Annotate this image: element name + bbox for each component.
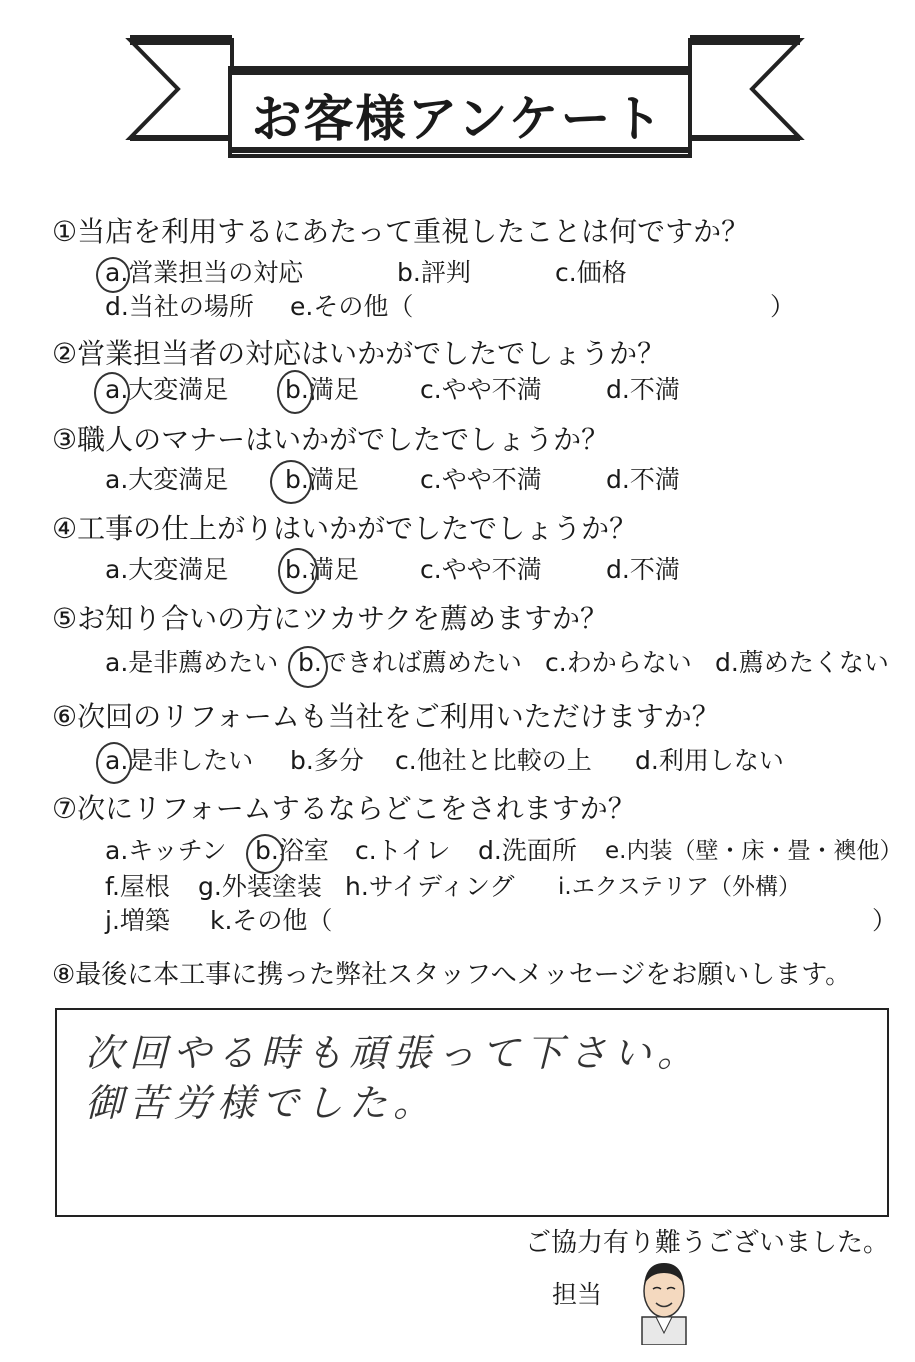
q3-selection-mark-b: [270, 460, 312, 504]
q5-option-d[interactable]: d.薦めたくない: [715, 648, 889, 677]
question-8: ⑧最後に本工事に携った弊社スタッフへメッセージをお願いします。: [52, 960, 852, 990]
q7-option-k[interactable]: k.その他（: [210, 906, 333, 935]
closing-text: ご協力有り難うございました。: [525, 1228, 890, 1258]
message-line-1: 次回やる時も頑張って下さい。: [85, 1031, 702, 1075]
question-5: ⑤お知り合いの方にツカサクを薦めますか？: [52, 602, 608, 635]
q1-option-e-close: ）: [770, 292, 796, 321]
q5-option-b[interactable]: b.できれば薦めたい: [298, 648, 522, 677]
q1-option-d[interactable]: d.当社の場所: [105, 292, 254, 321]
q1-option-a[interactable]: a.営業担当の対応: [105, 258, 304, 287]
q3-option-d[interactable]: d.不満: [606, 465, 680, 494]
q7-selection-mark-b: [246, 834, 284, 874]
q6-option-b[interactable]: b.多分: [290, 746, 364, 775]
q7-option-c[interactable]: c.トイレ: [355, 836, 451, 865]
q7-option-d[interactable]: d.洗面所: [478, 836, 577, 865]
q7-option-j[interactable]: j.増築: [105, 906, 170, 935]
q2-selection-mark-b: [277, 370, 313, 414]
q7-option-g[interactable]: g.外装塗装: [198, 872, 322, 901]
q7-option-k-close: ）: [872, 906, 898, 935]
question-4: ④工事の仕上がりはいかがでしたでしょうか？: [52, 512, 638, 545]
q6-option-d[interactable]: d.利用しない: [635, 746, 784, 775]
question-3: ③職人のマナーはいかがでしたでしょうか？: [52, 423, 610, 456]
q7-option-f[interactable]: f.屋根: [105, 872, 170, 901]
q7-option-e[interactable]: e.内装（壁・床・畳・襖他）: [605, 838, 903, 864]
q4-option-c[interactable]: c.やや不満: [420, 555, 542, 584]
q2-selection-mark-a: [94, 372, 130, 414]
q1-option-b[interactable]: b.評判: [397, 258, 471, 287]
q4-option-d[interactable]: d.不満: [606, 555, 680, 584]
question-6: ⑥次回のリフォームも当社をご利用いただけますか？: [52, 700, 720, 733]
q7-option-b[interactable]: b.浴室: [255, 836, 329, 865]
question-7: ⑦次にリフォームするならどこをされますか？: [52, 792, 636, 825]
staff-label: 担当: [552, 1280, 603, 1309]
question-2: ②営業担当者の対応はいかがでしたでしょうか？: [52, 337, 666, 370]
q3-option-a[interactable]: a.大変満足: [105, 465, 229, 494]
q5-selection-mark-b: [288, 646, 328, 688]
q3-option-c[interactable]: c.やや不満: [420, 465, 542, 494]
q1-selection-mark: [96, 257, 130, 293]
q7-option-h[interactable]: h.サイディング: [345, 872, 515, 901]
q4-option-b[interactable]: b.満足: [285, 555, 359, 584]
staff-avatar-icon: [634, 1255, 694, 1345]
q4-selection-mark-b: [278, 548, 318, 594]
q5-option-c[interactable]: c.わからない: [545, 648, 692, 677]
message-box[interactable]: [55, 1008, 889, 1217]
q6-option-c[interactable]: c.他社と比較の上: [395, 746, 592, 775]
q2-option-a[interactable]: a.大変満足: [105, 375, 229, 404]
q1-option-e[interactable]: e.その他（: [290, 292, 414, 321]
q2-option-c[interactable]: c.やや不満: [420, 375, 542, 404]
q2-option-b[interactable]: b.満足: [285, 375, 359, 404]
q2-option-d[interactable]: d.不満: [606, 375, 680, 404]
message-line-2: 御苦労様でした。: [85, 1081, 438, 1125]
q5-option-a[interactable]: a.是非薦めたい: [105, 648, 279, 677]
q1-option-c[interactable]: c.価格: [555, 258, 627, 287]
q3-option-b[interactable]: b.満足: [285, 465, 359, 494]
q7-option-i[interactable]: i.エクステリア（外構）: [558, 874, 802, 900]
q6-option-a[interactable]: a.是非したい: [105, 746, 254, 775]
page-title: お客様アンケート: [251, 90, 665, 148]
q7-option-a[interactable]: a.キッチン: [105, 836, 227, 865]
q6-selection-mark-a: [96, 742, 132, 784]
q4-option-a[interactable]: a.大変満足: [105, 555, 229, 584]
question-1: ①当店を利用するにあたって重視したことは何ですか？: [52, 215, 750, 248]
